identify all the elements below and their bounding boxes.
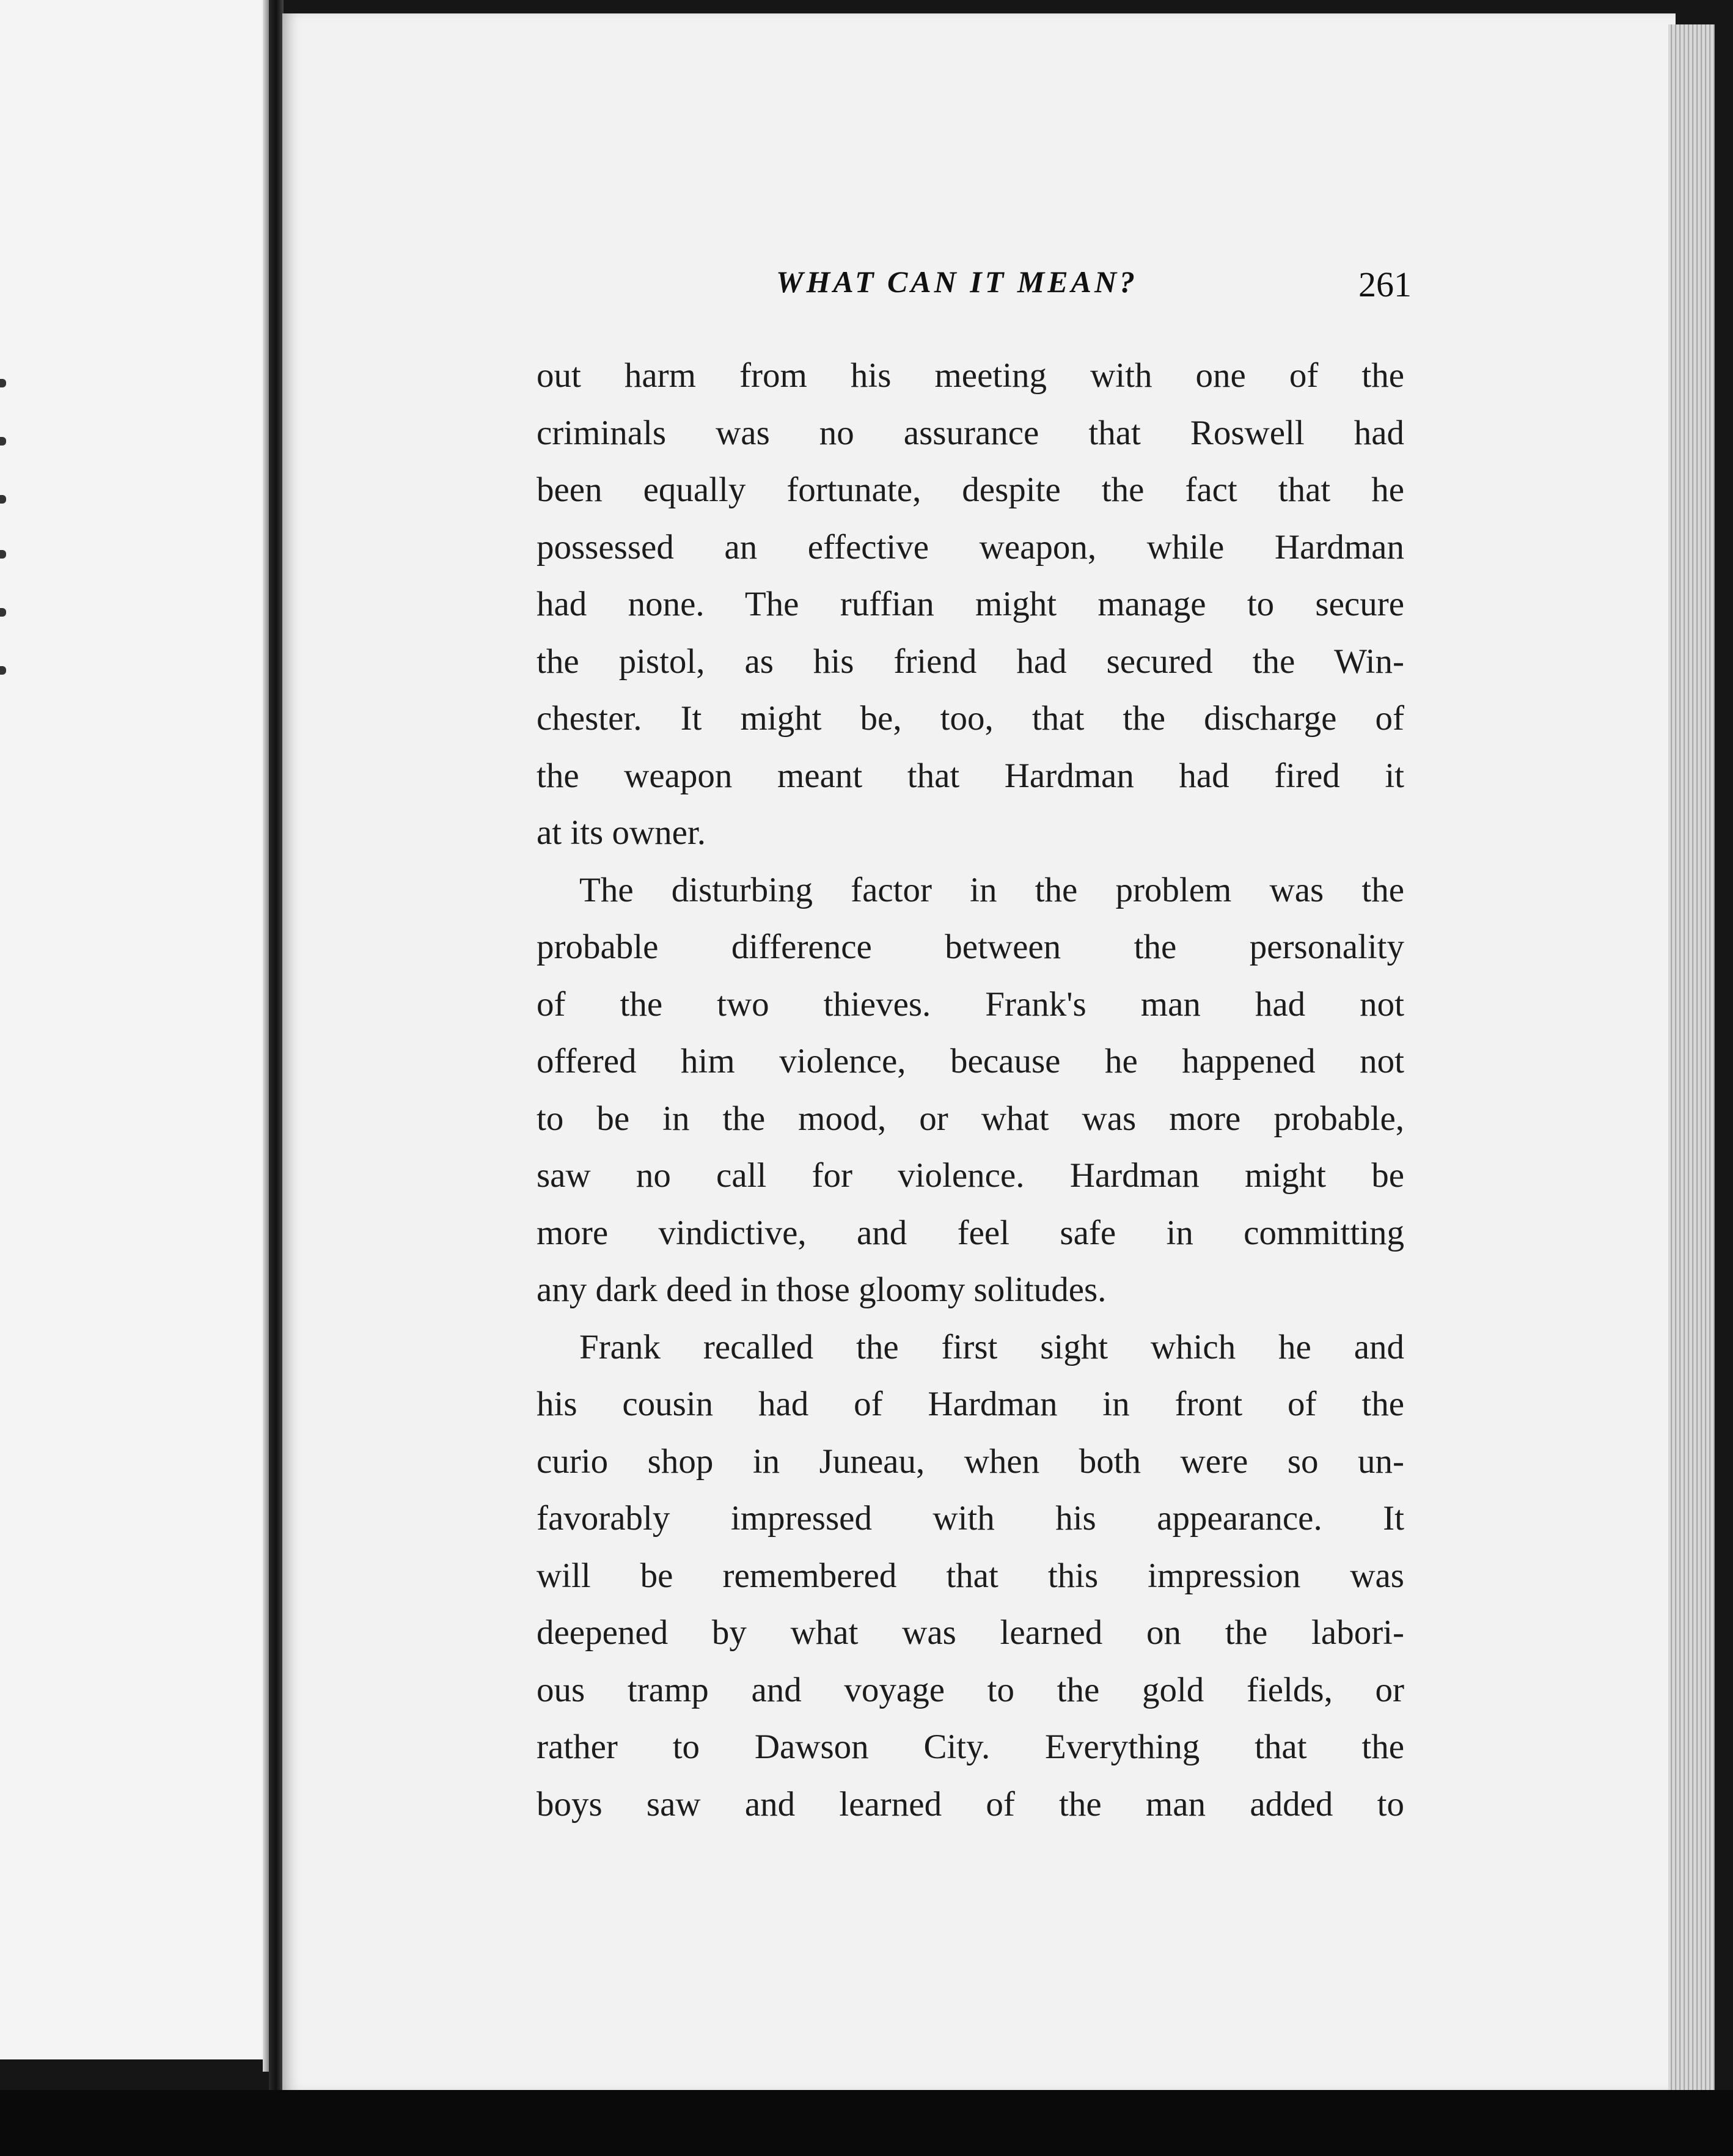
text-line: of the two thieves. Frank's man had not bbox=[537, 985, 1404, 1024]
text-line: his cousin had of Hardman in front of the bbox=[537, 1385, 1404, 1423]
text-line: the pistol, as his friend had secured the Win- bbox=[537, 642, 1404, 681]
text-line: at its owner. bbox=[537, 813, 706, 852]
text-line: been equally fortunate, despite the fact that he bbox=[537, 471, 1404, 509]
text-line: had none. The ruffian might manage to secure bbox=[537, 585, 1404, 623]
text-line: deepened by what was learned on the labori- bbox=[537, 1613, 1404, 1652]
running-title: WHAT CAN IT MEAN? bbox=[776, 265, 1138, 299]
paragraph-1 bbox=[537, 347, 1404, 862]
text-line: will be remembered that this impression was bbox=[537, 1556, 1404, 1595]
text-line: probable difference between the personality bbox=[537, 928, 1404, 966]
facing-page bbox=[0, 0, 269, 2059]
page-number: 261 bbox=[1358, 265, 1412, 304]
text-line: possessed an effective weapon, while Hardman bbox=[537, 527, 1404, 566]
text-line: favorably impressed with his appearance. It bbox=[537, 1499, 1404, 1538]
text-line: offered him violence, because he happened not bbox=[537, 1042, 1404, 1080]
page-edges bbox=[1668, 24, 1715, 2102]
facing-page-text-fragments bbox=[0, 367, 9, 684]
text-line: out harm from his meeting with one of the bbox=[537, 356, 1404, 395]
paragraph-2 bbox=[537, 862, 1404, 1319]
running-head bbox=[776, 264, 1412, 313]
text-line: more vindictive, and feel safe in committing bbox=[537, 1213, 1404, 1252]
text-line: saw no call for violence. Hardman might be bbox=[537, 1156, 1404, 1195]
text-line: to be in the mood, or what was more probable, bbox=[537, 1099, 1404, 1138]
text-line: the weapon meant that Hardman had fired it bbox=[537, 756, 1404, 795]
text-line: The disturbing factor in the problem was the bbox=[579, 870, 1404, 909]
text-line: chester. It might be, too, that the discharge of bbox=[537, 699, 1404, 738]
text-line: any dark deed in those gloomy solitudes. bbox=[537, 1270, 1107, 1309]
text-line: Frank recalled the first sight which he and bbox=[579, 1327, 1404, 1366]
text-line: curio shop in Juneau, when both were so un- bbox=[537, 1442, 1404, 1481]
body-text bbox=[537, 347, 1404, 1833]
text-line: rather to Dawson City. Everything that the bbox=[537, 1728, 1404, 1766]
text-line: boys saw and learned of the man added to bbox=[537, 1784, 1404, 1824]
text-line: ous tramp and voyage to the gold fields, or bbox=[537, 1670, 1404, 1709]
scan-bottom-border bbox=[0, 2090, 1733, 2156]
text-line: criminals was no assurance that Roswell had bbox=[537, 413, 1404, 452]
paragraph-3 bbox=[537, 1319, 1404, 1833]
book-spine bbox=[269, 0, 284, 2090]
